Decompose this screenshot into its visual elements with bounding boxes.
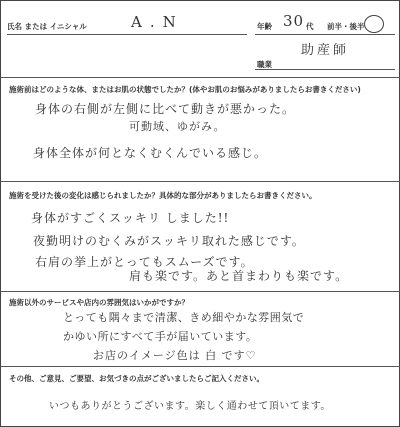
answer-1-line-1: 身体の右側が左側に比べて動きが悪かった。 bbox=[35, 102, 296, 116]
question-4: その他、ご意見、ご要望、お気づきの点がございましたらご記入ください。 bbox=[9, 374, 264, 383]
answer-3-line-1: とっても隅々まで清潔、きめ細やかな雰囲気で bbox=[63, 311, 305, 324]
name-underline bbox=[7, 34, 247, 35]
question-2: 施術を受けた後の変化は感じられましたか？具体的な部分がありましたらお書きください。 bbox=[9, 191, 317, 200]
section-divider bbox=[1, 291, 400, 292]
answer-2-line-3: 右肩の挙上がとってもスムーズです。 bbox=[35, 255, 254, 269]
answer-2-line-4: 肩も楽です。あと首まわりも楽です。 bbox=[129, 269, 349, 283]
answer-2-line-1: 身体がすごくスッキリ しました!! bbox=[31, 211, 230, 225]
answer-3-line-2: かゆい所にすべて手が届いています。 bbox=[63, 330, 258, 343]
age-label: 年齢 bbox=[257, 22, 272, 31]
occupation-value: 助産師 bbox=[301, 43, 350, 58]
section-divider bbox=[1, 77, 400, 78]
age-underline bbox=[255, 34, 395, 35]
answer-4-line-1: いつもありがとうございます。楽しく通わせて頂いてます。 bbox=[49, 401, 331, 412]
age-option-circle bbox=[364, 15, 384, 33]
answer-1-line-2: 可動域、ゆがみ。 bbox=[129, 120, 226, 133]
answer-1-line-3: 身体全体が何となくむくんでいる感じ。 bbox=[33, 146, 268, 160]
question-3: 施術以外のサービスや店内の雰囲気はいかがですか？ bbox=[9, 298, 189, 307]
age-options: 前半・後半 bbox=[327, 22, 365, 31]
section-divider bbox=[1, 366, 400, 367]
age-value: 30 bbox=[283, 12, 305, 30]
occupation-underline bbox=[255, 69, 395, 70]
answer-2-line-2: 夜勤明けのむくみがスッキリ取れた感じです。 bbox=[33, 234, 305, 248]
section-divider bbox=[1, 181, 400, 182]
occupation-label: 職業 bbox=[257, 60, 272, 69]
name-value: A.N bbox=[131, 13, 184, 31]
name-label: 氏名 または イニシャル bbox=[7, 22, 87, 31]
question-1: 施術前はどのような体、またはお肌の状態でしたか？(体やお肌のお悩みがありましたらお書きください) bbox=[9, 85, 361, 94]
answer-3-line-3: お店のイメージ色は 白 です♡ bbox=[93, 349, 257, 362]
age-unit: 代 bbox=[306, 22, 314, 31]
